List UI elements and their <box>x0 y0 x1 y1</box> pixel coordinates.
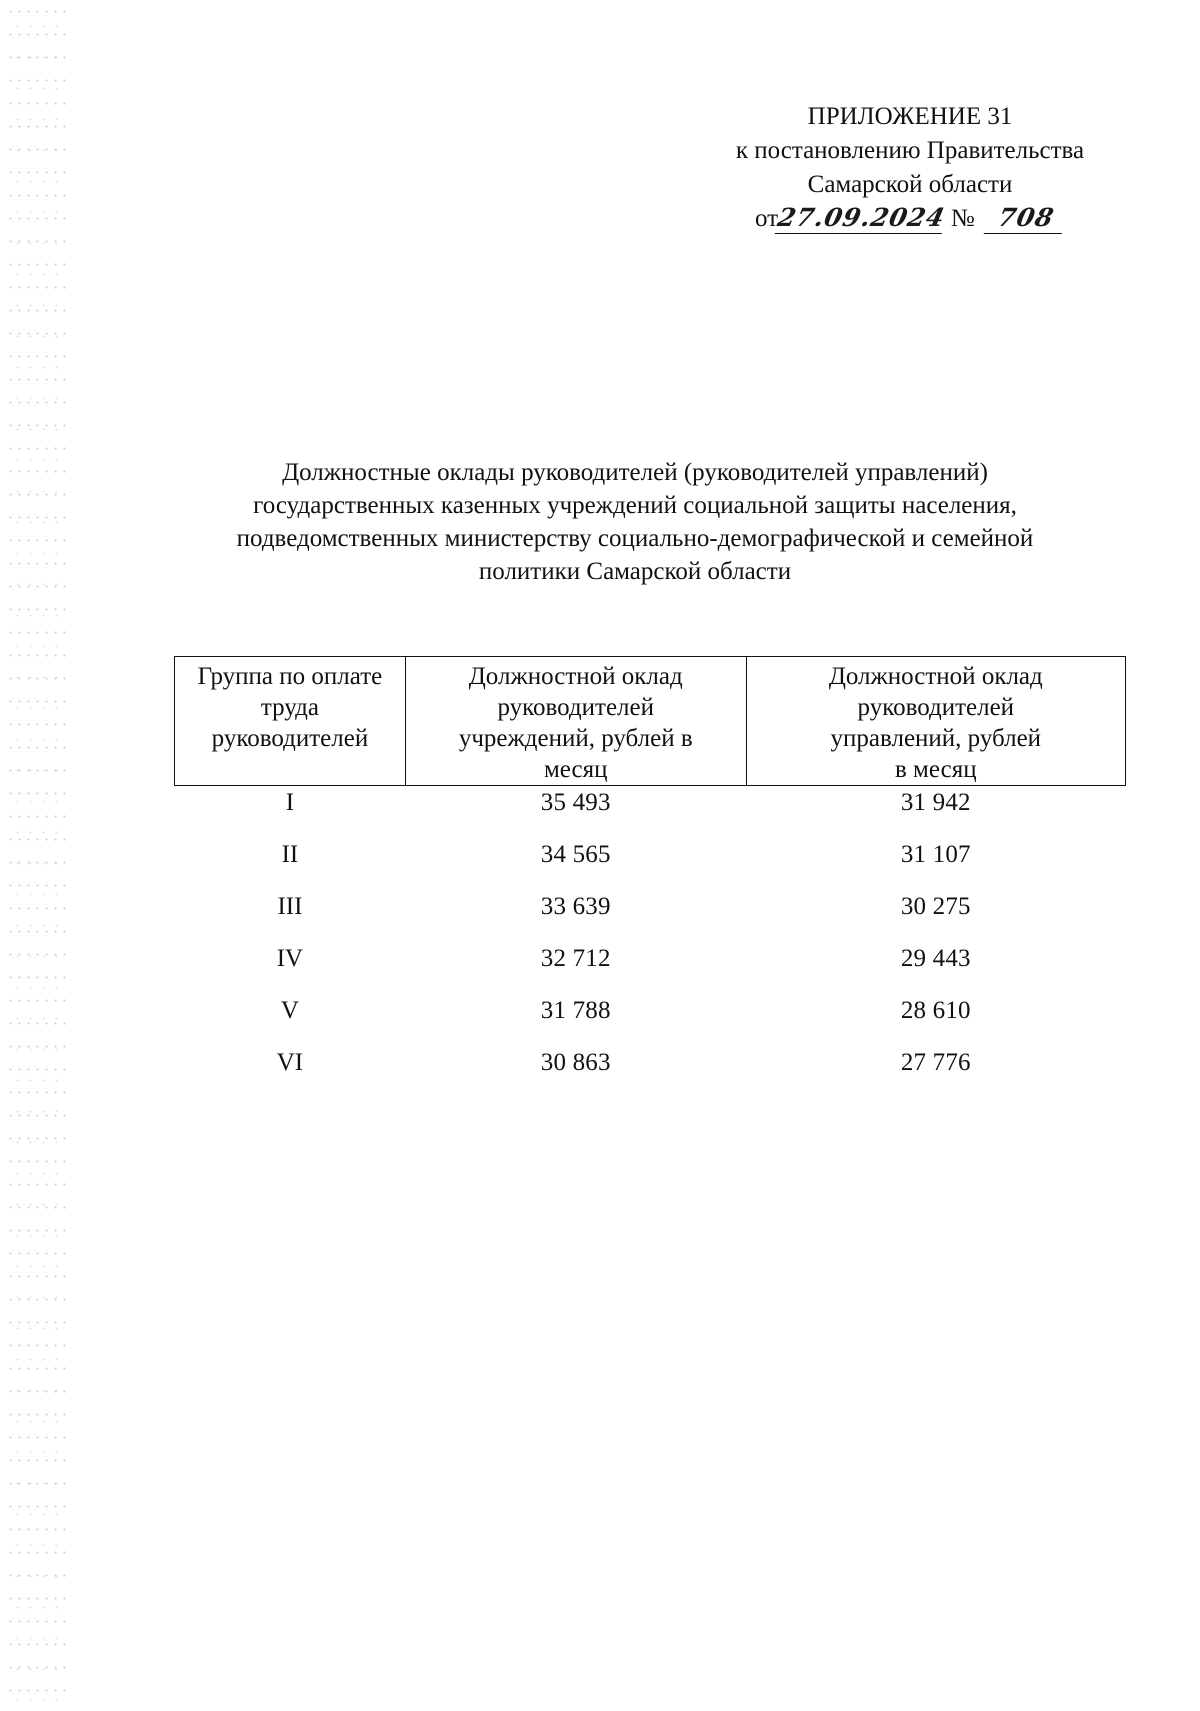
header-text: руководителей <box>497 694 654 721</box>
scan-noise <box>6 0 66 1711</box>
header-institutions-salary <box>405 657 746 786</box>
header-text: труда <box>260 694 320 721</box>
departments-salary-cell: 28 610 <box>900 997 971 1024</box>
number-label: № <box>950 205 975 232</box>
table-row <box>175 890 1126 942</box>
group-cell: IV <box>276 945 304 972</box>
header-text: управлений, рублей <box>830 725 1042 752</box>
from-label: от <box>754 205 779 232</box>
departments-salary-cell: 29 443 <box>900 945 971 972</box>
header-text: руководителей <box>211 725 369 752</box>
title-line: государственных казенных учреждений социальной защиты населения, <box>253 492 1017 519</box>
title-line: политики Самарской области <box>478 558 792 585</box>
region-line: Самарской области <box>807 171 1013 198</box>
decree-date: 27.09.2024 <box>775 203 948 232</box>
departments-salary-cell: 31 942 <box>900 789 971 816</box>
group-cell: VI <box>276 1049 304 1076</box>
table-row <box>175 786 1126 839</box>
header-text: руководителей <box>857 694 1015 721</box>
appendix-header <box>690 100 1130 236</box>
header-text: Группа по оплате <box>197 663 383 690</box>
institutions-salary-cell: 33 639 <box>540 893 611 920</box>
document-title <box>170 456 1100 588</box>
decree-line <box>690 202 1130 236</box>
institutions-salary-cell: 31 788 <box>540 997 611 1024</box>
departments-salary-cell: 31 107 <box>900 841 971 868</box>
table-row <box>175 1046 1126 1098</box>
departments-salary-cell: 30 275 <box>900 893 971 920</box>
header-text: Должностной оклад <box>828 663 1043 690</box>
title-line: Должностные оклады руководителей (руководителей управлений) <box>282 459 988 486</box>
table-row <box>175 994 1126 1046</box>
header-text: месяц <box>543 756 608 783</box>
appendix-number: ПРИЛОЖЕНИЕ 31 <box>807 103 1013 130</box>
group-cell: V <box>280 997 299 1024</box>
salary-table <box>174 656 1126 1098</box>
resolution-reference: к постановлению Правительства <box>735 137 1085 164</box>
header-group <box>175 657 406 786</box>
institutions-salary-cell: 34 565 <box>540 841 611 868</box>
title-line: подведомственных министерству социально-демографической и семейной <box>236 525 1034 552</box>
institutions-salary-cell: 35 493 <box>540 789 611 816</box>
table-header-row <box>175 657 1126 786</box>
header-text: в месяц <box>895 756 977 783</box>
header-text: учреждений, рублей в <box>458 725 693 752</box>
departments-salary-cell: 27 776 <box>900 1049 971 1076</box>
header-text: Должностной оклад <box>468 663 683 690</box>
group-cell: I <box>285 789 295 816</box>
institutions-salary-cell: 30 863 <box>540 1049 611 1076</box>
table-row <box>175 942 1126 994</box>
group-cell: III <box>277 893 303 920</box>
decree-number: 708 <box>984 203 1069 234</box>
table-row <box>175 838 1126 890</box>
header-departments-salary <box>746 657 1125 786</box>
group-cell: II <box>281 841 299 868</box>
institutions-salary-cell: 32 712 <box>540 945 611 972</box>
